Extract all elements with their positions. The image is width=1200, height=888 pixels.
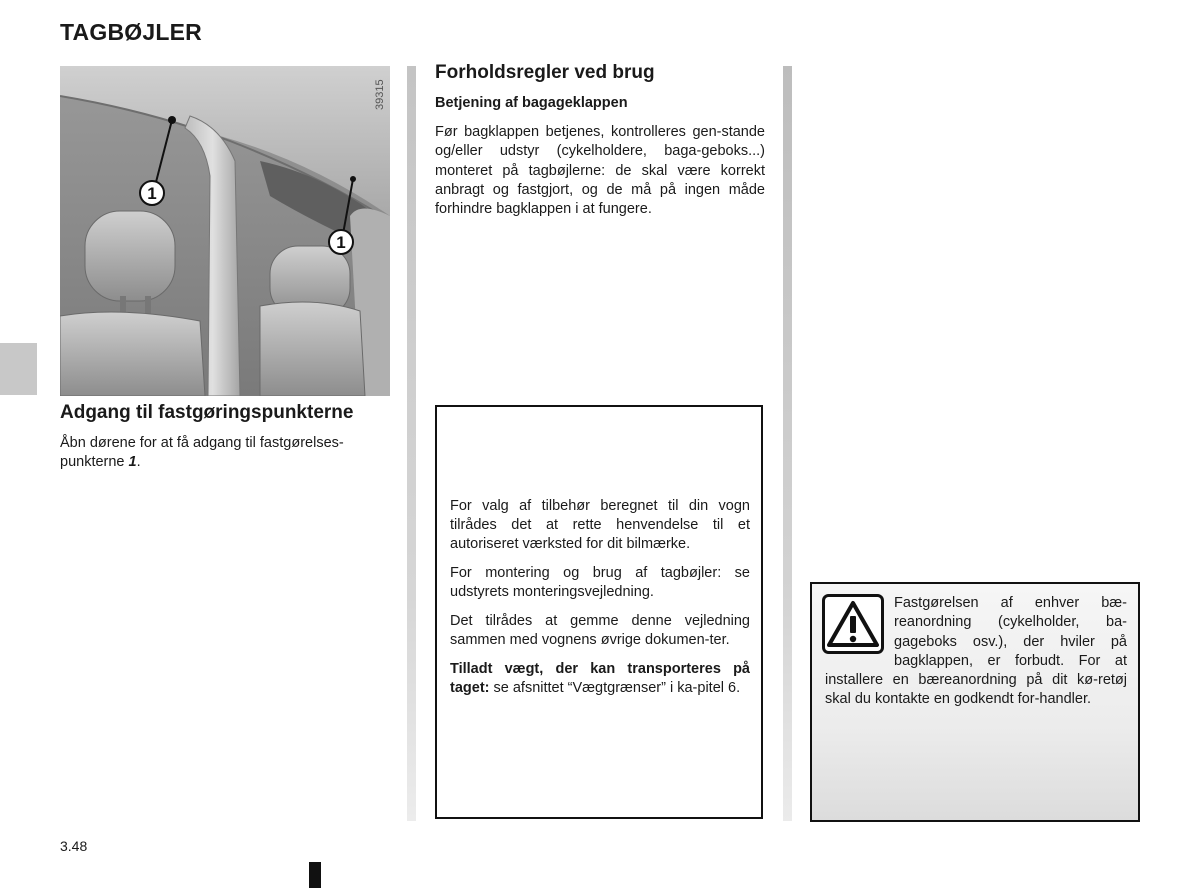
chapter-side-tab	[0, 343, 37, 395]
note-weight-text: se afsnittet “Vægtgrænser” i ka-pitel 6.	[489, 680, 741, 696]
page-number: 3.48	[60, 838, 88, 854]
left-text-end: .	[136, 454, 141, 470]
car-interior-illustration	[60, 66, 390, 396]
left-section-title: Adgang til fastgøringspunkterne	[60, 402, 354, 423]
middle-section-text: Før bagklappen betjenes, kontrolleres gen-stande og/eller udstyr (cykelholdere, baga-geboks...) monteret på tagbøjlerne: de skal være korrekt anbragt og fastgjort, og de må på ingen måde forhindre bagklappen i at fungere.	[435, 124, 765, 218]
callout-1-label: 1	[147, 184, 157, 203]
left-section-text	[60, 434, 390, 472]
note-paragraph-3: Det tilrådes at gemme denne vejledning sammen med vognens øvrige dokumen-ter.	[450, 613, 750, 648]
warning-text-block	[825, 594, 1127, 710]
callout-2-marker	[329, 230, 353, 254]
page-edge-marker	[309, 862, 321, 888]
warning-text: Fastgørelsen af enhver bæ-reanordning (cykelholder, ba-gageboks osv.), der hviler på bagklappen, er forbudt. For at installere en bæreanordning på dit kø-retøj skal du kontakte en godkendt for-handler.	[825, 595, 1127, 708]
middle-section-title: Forholdsregler ved brug	[435, 62, 655, 83]
note-paragraph-1: For valg af tilbehør beregnet til din vogn tilrådes det at rette henvendelse til et autoriseret værksted for dit bilmærke.	[450, 498, 750, 552]
page-title: TAGBØJLER	[60, 19, 202, 45]
accessory-note-box	[435, 405, 763, 819]
note-paragraph-2: For montering og brug af tagbøjler: se udstyrets monteringsvejledning.	[450, 565, 750, 600]
callout-1-marker	[140, 181, 164, 205]
callout-2-label: 1	[336, 233, 346, 252]
warning-box	[810, 582, 1140, 822]
column-separator-1	[407, 66, 416, 821]
left-text-body: Åbn dørene for at få adgang til fastgørelses-punkterne	[60, 435, 344, 470]
note-weight-label: Tilladt vægt, der kan transporteres på taget:	[450, 661, 750, 696]
middle-section-subtitle: Betjening af bagageklappen	[435, 95, 628, 111]
left-text-ref: 1	[128, 454, 137, 470]
column-separator-2	[783, 66, 792, 821]
figure-number: 39315	[374, 79, 386, 111]
note-paragraph-4	[450, 660, 750, 698]
